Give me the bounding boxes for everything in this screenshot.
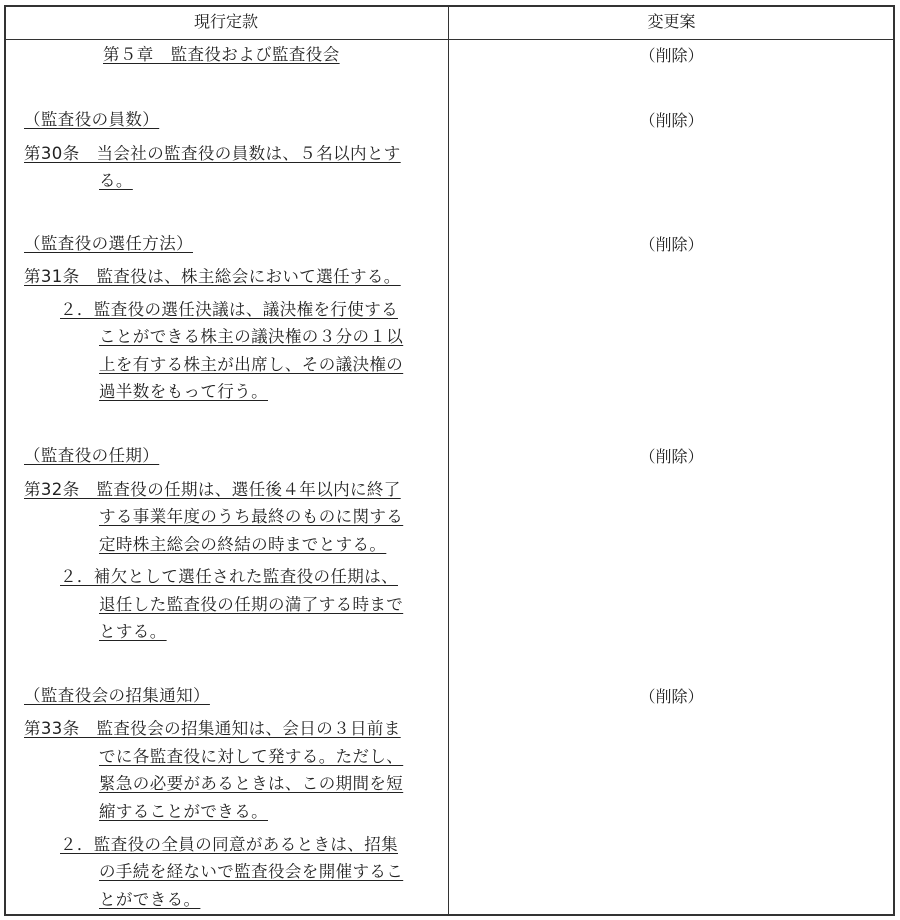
article-33-para2-line: とができる。: [99, 890, 201, 909]
article-33-line: 緊急の必要があるときは、この期間を短: [99, 774, 404, 793]
header-proposed: 変更案: [647, 12, 696, 31]
article-31-para2-line: ２．監査役の選任決議は、議決権を行使する: [60, 300, 398, 319]
article-32-para2-line: とする。: [99, 622, 167, 641]
article-31-para2-line: ことができる株主の議決権の３分の１以: [99, 327, 404, 346]
article-32-para2-line: 退任した監査役の任期の満了する時まで: [99, 595, 404, 614]
article-33-para2-line: ２．監査役の全員の同意があるときは、招集: [60, 835, 398, 854]
article-31-para2-line: 過半数をもって行う。: [99, 382, 268, 401]
proposed-article-33: （削除）: [639, 687, 704, 706]
article-30-line: る。: [99, 171, 133, 190]
chapter-title: 第５章 監査役および監査役会: [103, 45, 340, 64]
article-32-heading: （監査役の任期）: [24, 446, 160, 465]
article-30-line: 第30条 当会社の監査役の員数は、５名以内とす: [24, 144, 401, 163]
article-33-line: 第33条 監査役会の招集通知は、会日の３日前ま: [24, 719, 401, 738]
proposed-article-31: （削除）: [639, 235, 704, 254]
article-32-line: 定時株主総会の終結の時までとする。: [99, 535, 387, 554]
article-31-para2-line: 上を有する株主が出席し、その議決権の: [99, 355, 404, 374]
header-current: 現行定款: [193, 12, 258, 31]
article-33-line: 縮することができる。: [99, 802, 268, 821]
article-33-para2-line: の手続を経ないで監査役会を開催するこ: [99, 862, 404, 881]
proposed-chapter: （削除）: [639, 46, 704, 65]
article-32-para2-line: ２．補欠として選任された監査役の任期は、: [60, 567, 398, 586]
article-33-line: でに各監査役に対して発する。ただし、: [99, 747, 404, 766]
article-31-heading: （監査役の選任方法）: [24, 234, 193, 253]
article-30-heading: （監査役の員数）: [24, 110, 160, 129]
header-divider: [4, 39, 895, 40]
article-31-line: 第31条 監査役は、株主総会において選任する。: [24, 267, 401, 286]
article-32-line: 第32条 監査役の任期は、選任後４年以内に終了: [24, 480, 401, 499]
proposed-article-30: （削除）: [639, 111, 704, 130]
proposed-article-32: （削除）: [639, 447, 704, 466]
article-32-line: する事業年度のうち最終のものに関する: [99, 507, 404, 526]
article-33-heading: （監査役会の招集通知）: [24, 686, 210, 705]
